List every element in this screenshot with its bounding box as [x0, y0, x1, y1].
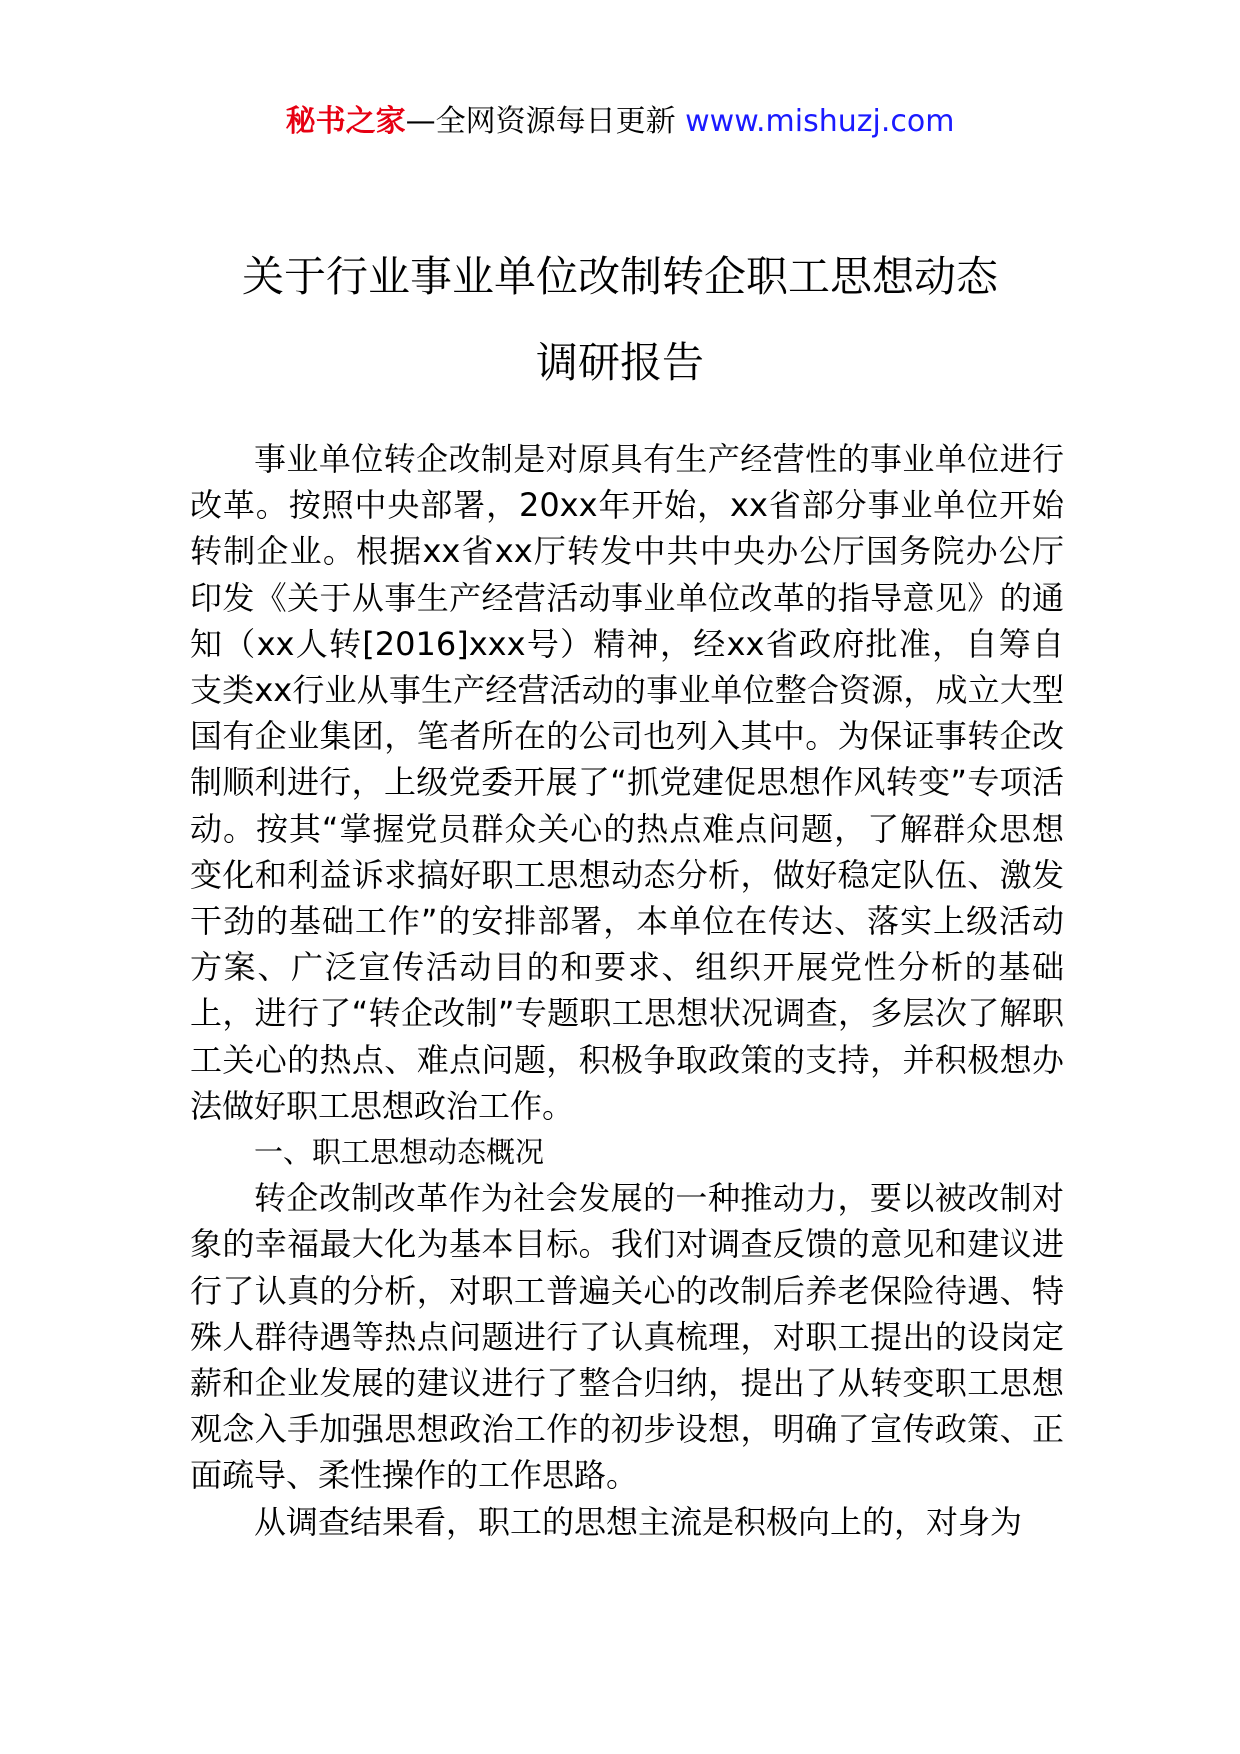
section-heading: 一、职工思想动态概况 [254, 1135, 545, 1170]
site-url-link[interactable]: www.mishuzj.com [685, 104, 955, 139]
document-title-line-1: 关于行业事业单位改制转企职工思想动态 [241, 252, 998, 301]
section-paragraph: 转企改制改革作为社会发展的一种推动力，要以被改制对象的幸福最大化为基本目标。我们对调查反馈的意见和建议进行了认真的分析，对职工普遍关心的改制后养老保险待遇、特殊人群待遇等热点问题进行了认真梳理，对职工提出的设岗定薪和企业发展的建议进行了整合归纳，提出了从转变职工思想观念入手加强思想政治工作的初步设想，明确了宣传政策、正面疏导、柔性操作的工作思路。 [190, 1179, 1064, 1495]
section-paragraph: 从调查结果看，职工的思想主流是积极向上的，对身为 [254, 1502, 1023, 1541]
site-tagline: —全网资源每日更新 [405, 104, 676, 139]
document-title [0, 234, 1240, 406]
site-header [0, 100, 1240, 144]
document-body [190, 436, 1064, 1545]
intro-paragraph: 事业单位转企改制是对原具有生产经营性的事业单位进行改革。按照中央部署，20xx年开始，xx省部分事业单位开始转制企业。根据xx省xx厅转发中共中央办公厅国务院办公厅印发《关于从事生产经营活动事业单位改革的指导意见》的通知（xx人转[2016]xxx号）精神，经xx省政府批准，自筹自支类xx行业从事生产经营活动的事业单位整合资源，成立大型国有企业集团，笔者所在的公司也列入其中。为保证事转企改制顺利进行，上级党委开展了“抓党建促思想作风转变”专项活动。按其“掌握党员群众关心的热点难点问题，了解群众思想变化和利益诉求搞好职工思想动态分析，做好稳定队伍、激发干劲的基础工作”的安排部署，本单位在传达、落实上级活动方案、广泛宣传活动目的和要求、组织开展党性分析的基础上，进行了“转企改制”专题职工思想状况调查，多层次了解职工关心的热点、难点问题，积极争取政策的支持，并积极想办法做好职工思想政治工作。 [190, 440, 1064, 1125]
site-brand: 秘书之家 [285, 104, 406, 139]
document-title-line-2: 调研报告 [535, 338, 704, 387]
